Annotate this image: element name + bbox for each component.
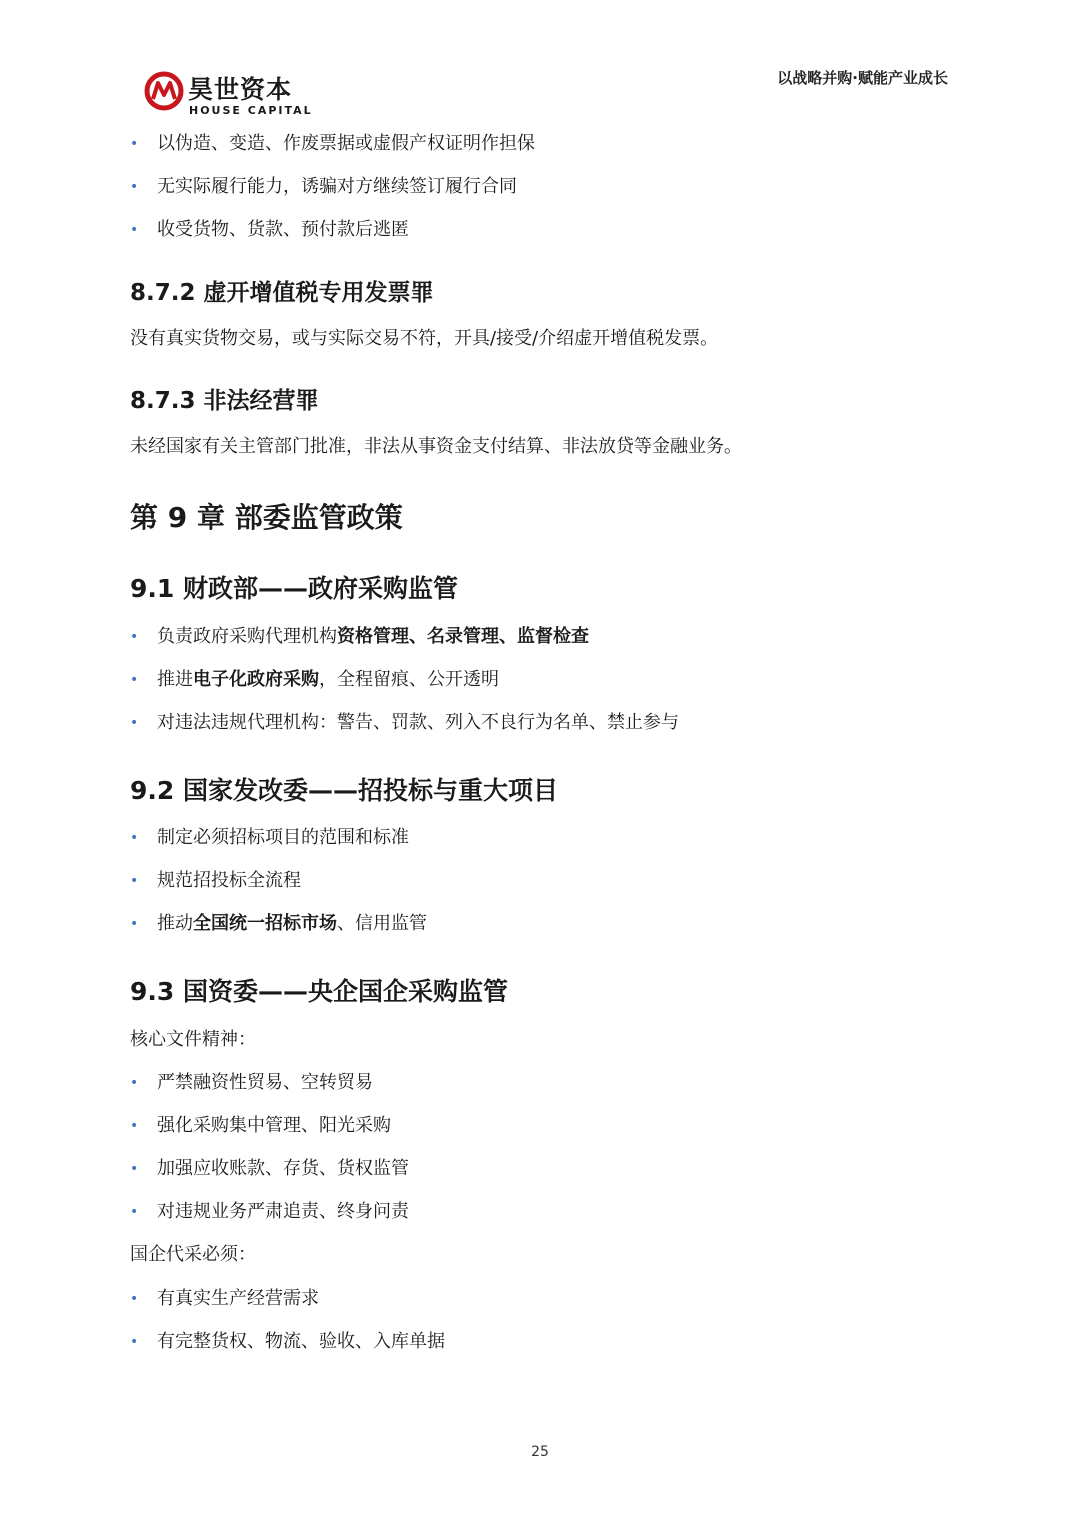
bullet-icon: • xyxy=(130,1291,139,1307)
section-intro: 国企代采必须： xyxy=(130,1244,256,1265)
list-item-text: 负责政府采购代理机构资格管理、名录管理、监督检查 xyxy=(157,626,589,647)
bullet-icon: • xyxy=(130,1075,139,1091)
logo-mark-icon xyxy=(144,71,184,111)
bullet-icon: • xyxy=(130,179,139,195)
bullet-icon: • xyxy=(130,830,139,846)
emphasis-text: 全国统一招标市场 xyxy=(193,913,337,934)
bullet-icon: • xyxy=(130,222,139,238)
bullet-icon: • xyxy=(130,629,139,645)
section-heading-9-2: 9.2 国家发改委——招投标与重大项目 xyxy=(130,776,558,805)
page-number: 25 xyxy=(531,1444,549,1460)
list-item-text: 有完整货权、物流、验收、入库单据 xyxy=(157,1331,445,1352)
list-item-text: 推动全国统一招标市场、信用监管 xyxy=(157,913,427,934)
bullet-icon: • xyxy=(130,672,139,688)
section-heading-9-1: 9.1 财政部——政府采购监管 xyxy=(130,574,458,603)
header-slogan: 以战略并购·赋能产业成长 xyxy=(777,69,948,87)
section-text-8-7-2: 没有真实货物交易，或与实际交易不符，开具/接受/介绍虚开增值税发票。 xyxy=(130,328,719,349)
section-intro: 核心文件精神： xyxy=(130,1029,256,1050)
list-item-text: 对违法违规代理机构：警告、罚款、列入不良行为名单、禁止参与 xyxy=(157,712,679,733)
bullet-icon: • xyxy=(130,1334,139,1350)
emphasis-text: 资格管理、名录管理、监督检查 xyxy=(337,626,589,647)
section-heading-8-7-2: 8.7.2 虚开增值税专用发票罪 xyxy=(130,280,434,306)
list-item-text: 加强应收账款、存货、货权监管 xyxy=(157,1158,409,1179)
bullet-icon: • xyxy=(130,136,139,152)
bullet-icon: • xyxy=(130,873,139,889)
list-item-text: 以伪造、变造、作废票据或虚假产权证明作担保 xyxy=(157,133,535,154)
list-item-text: 对违规业务严肃追责、终身问责 xyxy=(157,1201,409,1222)
list-item-text: 严禁融资性贸易、空转贸易 xyxy=(157,1072,373,1093)
company-logo xyxy=(144,68,324,124)
emphasis-text: 电子化政府采购 xyxy=(193,669,319,690)
list-item-text: 规范招投标全流程 xyxy=(157,870,301,891)
section-heading-8-7-3: 8.7.3 非法经营罪 xyxy=(130,388,319,414)
section-text-8-7-3: 未经国家有关主管部门批准，非法从事资金支付结算、非法放贷等金融业务。 xyxy=(130,436,742,457)
list-item-text: 制定必须招标项目的范围和标准 xyxy=(157,827,409,848)
logo-english-name: HOUSE CAPITAL xyxy=(189,104,313,117)
bullet-icon: • xyxy=(130,1118,139,1134)
bullet-icon: • xyxy=(130,916,139,932)
bullet-icon: • xyxy=(130,715,139,731)
bullet-icon: • xyxy=(130,1204,139,1220)
section-heading-9-3: 9.3 国资委——央企国企采购监管 xyxy=(130,977,508,1006)
list-item-text: 有真实生产经营需求 xyxy=(157,1288,319,1309)
list-item-text: 强化采购集中管理、阳光采购 xyxy=(157,1115,391,1136)
list-item-text: 收受货物、货款、预付款后逃匿 xyxy=(157,219,409,240)
logo-chinese-name: 昊世资本 xyxy=(188,75,293,104)
chapter-heading: 第 9 章 部委监管政策 xyxy=(130,501,403,534)
bullet-icon: • xyxy=(130,1161,139,1177)
list-item-text: 无实际履行能力，诱骗对方继续签订履行合同 xyxy=(157,176,517,197)
list-item-text: 推进电子化政府采购，全程留痕、公开透明 xyxy=(157,669,499,690)
